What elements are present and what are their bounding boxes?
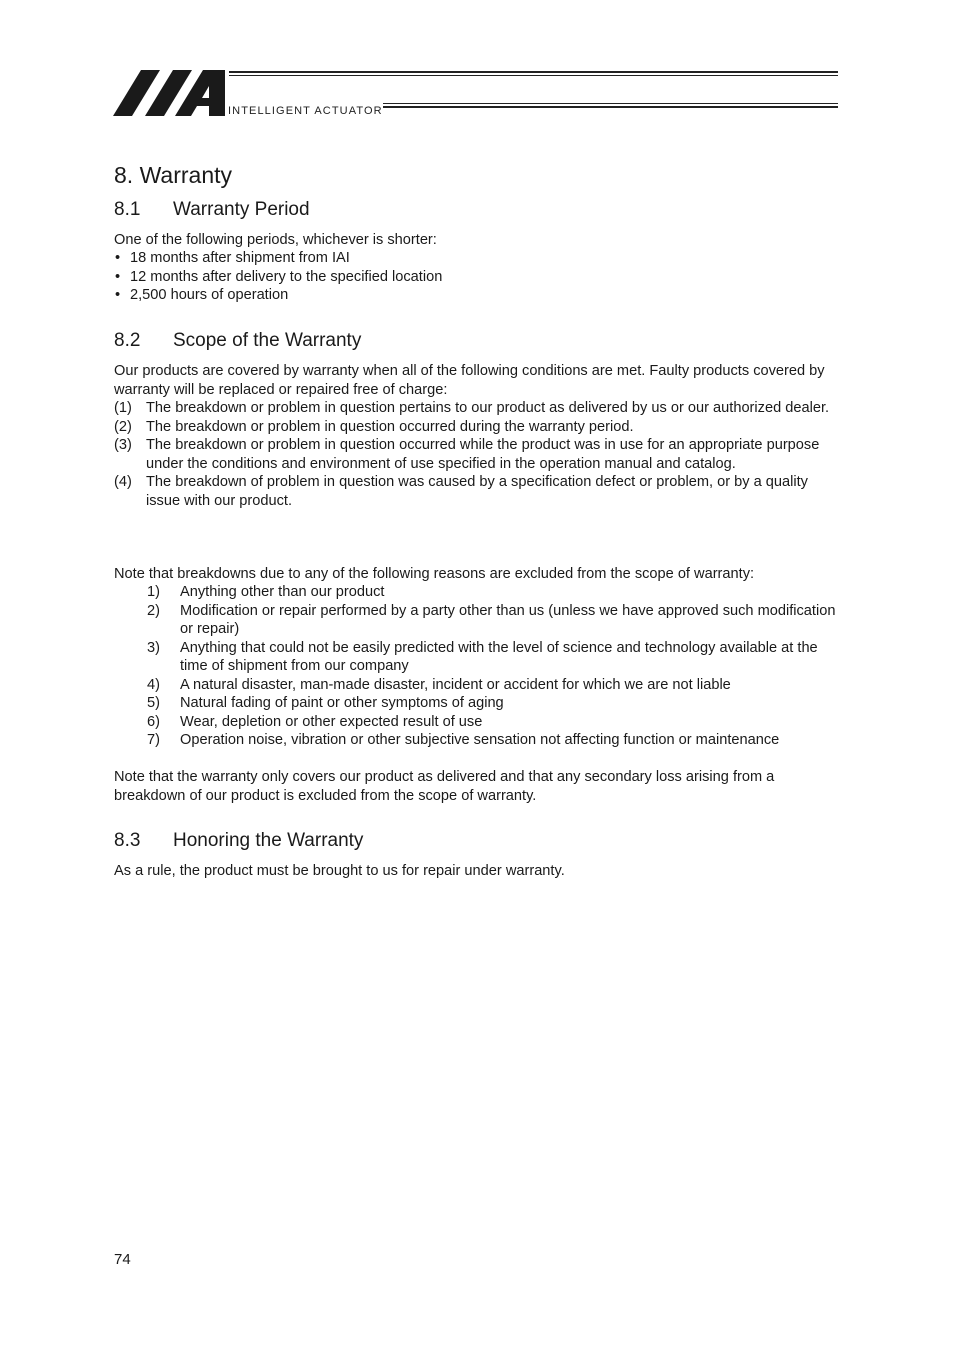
list-item: 4) A natural disaster, man-made disaster, incident or accident for which we are not liable [147,676,731,693]
section-title: Warranty Period [173,199,310,220]
list-item: • 18 months after shipment from IAI [115,250,350,266]
page-number: 74 [114,1251,131,1268]
header-rule-top-1 [229,71,838,73]
section-number: 8.2 [114,330,141,351]
header-rule-bottom-1 [383,103,838,104]
section-title: Scope of the Warranty [173,330,362,351]
list-item: (1) The breakdown or problem in question pertains to our product as delivered by us or our authorized dealer. [114,400,830,416]
list-item: 3) Anything that could not be easily predicted with the level of science and technology available at the time of shipment from our company [147,639,818,674]
section-number: 8.3 [114,830,141,851]
warranty-period-list [114,249,834,305]
bullet-icon: • [115,268,121,285]
iai-logo [113,70,225,116]
section-number: 8.1 [114,199,141,220]
scope-closing: Note that the warranty only covers our product as delivered and that any secondary loss arising from a breakdown of our product is excluded from the scope of warranty. [114,769,775,804]
section-heading-scope [114,329,361,353]
header-rule-bottom-2 [383,106,838,108]
exclusions-list [147,583,847,750]
company-tagline: INTELLIGENT ACTUATOR [228,105,383,117]
honoring-intro: As a rule, the product must be brought to us for repair under warranty. [114,863,565,879]
list-item: (2) The breakdown or problem in question occurred during the warranty period. [114,418,634,435]
bullet-icon: • [115,287,121,303]
scope-conditions-list [114,399,844,510]
list-item: • 2,500 hours of operation [115,287,289,303]
section-title: Honoring the Warranty [173,830,364,851]
list-item: 1) Anything other than our product [147,584,385,600]
scope-intro: Our products are covered by warranty when all of the following conditions are met. Faulty products covered by warranty will be replaced or repaired free of charge: [114,363,825,398]
list-item: (4) The breakdown of problem in question was caused by a specification defect or problem, or by a quality issue with our product. [114,474,808,509]
list-item: (3) The breakdown or problem in question occurred while the product was in use for an appropriate purpose under the conditions and environment of use specified in the operation manual and catalog. [114,437,820,472]
list-item: • 12 months after delivery to the specified location [115,268,443,285]
exclusions-intro: Note that breakdowns due to any of the following reasons are excluded from the scope of warranty: [114,566,755,582]
header-rule-top-2 [229,75,838,76]
section-heading-honoring [114,829,363,853]
list-item: 2) Modification or repair performed by a party other than us (unless we have approved such modification or repair) [147,602,836,637]
list-item: 5) Natural fading of paint or other symptoms of aging [147,695,504,711]
warranty-period-intro: One of the following periods, whichever is shorter: [114,232,437,248]
list-item: 6) Wear, depletion or other expected result of use [147,713,483,730]
page-title: 8. Warranty [114,162,233,188]
list-item: 7) Operation noise, vibration or other subjective sensation not affecting function or maintenance [147,732,780,748]
bullet-icon: • [115,250,121,266]
section-heading-warranty-period [114,198,310,222]
